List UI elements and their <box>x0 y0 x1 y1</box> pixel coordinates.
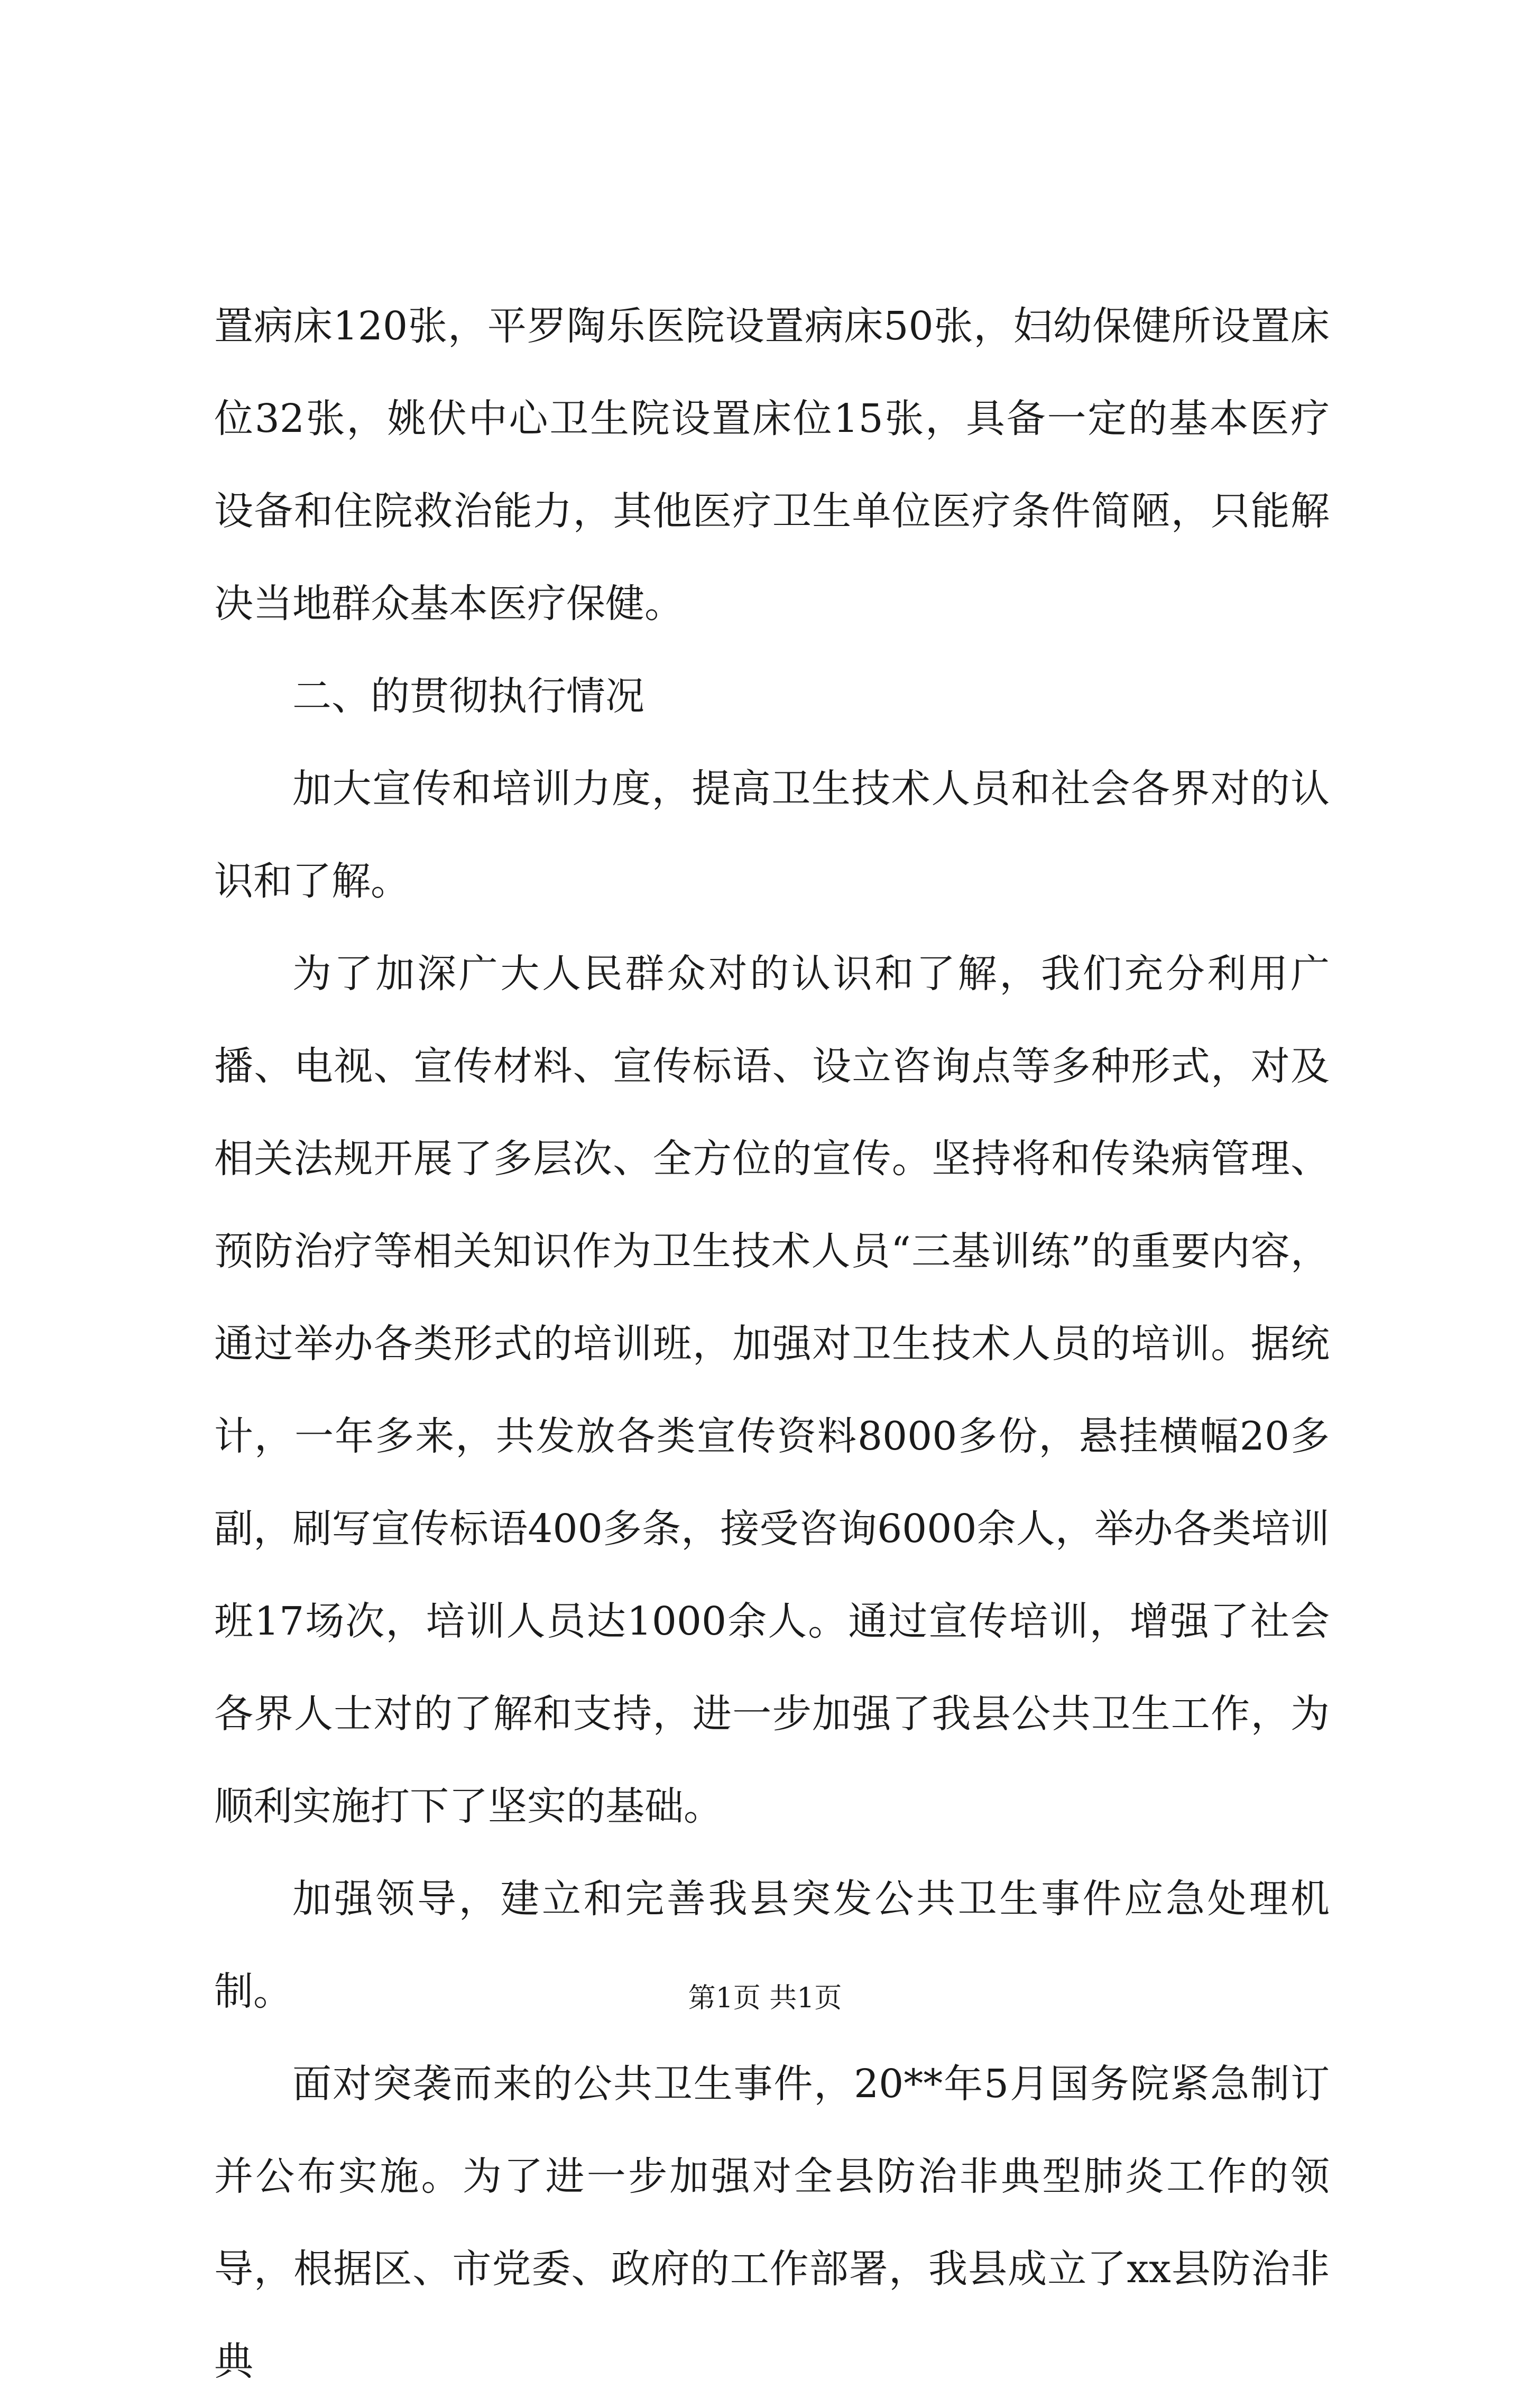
paragraph-3: 加大宣传和培训力度，提高卫生技术人员和社会各界对的认识和了解。 <box>214 766 1330 904</box>
paragraph-1: 置病床120张，平罗陶乐医院设置病床50张，妇幼保健所设置床位32张，姚伏中心卫生院设置床位15张，具备一定的基本医疗设备和住院救治能力，其他医疗卫生单位医疗条件简陋，只能解决当地群众基本医疗保健。 <box>214 303 1330 626</box>
page-footer: 第1页 共1页 <box>688 1982 842 2014</box>
document-body <box>214 280 1330 2408</box>
paragraph-5: 加强领导，建立和完善我县突发公共卫生事件应急处理机制。 <box>214 1876 1330 2014</box>
paragraph-6: 面对突袭而来的公共卫生事件，20**年5月国务院紧急制订并公布实施。为了进一步加强对全县防治非典型肺炎工作的领导，根据区、市党委、政府的工作部署，我县成立了xx县防治非典 <box>214 2061 1330 2384</box>
paragraph-4: 为了加深广大人民群众对的认识和了解，我们充分利用广播、电视、宣传材料、宣传标语、设立咨询点等多种形式，对及相关法规开展了多层次、全方位的宣传。坚持将和传染病管理、预防治疗等相关知识作为卫生技术人员“三基训练”的重要内容，通过举办各类形式的培训班，加强对卫生技术人员的培训。据统计，一年多来，共发放各类宣传资料8000多份，悬挂横幅20多副，刷写宣传标语400多条，接受咨询6000余人，举办各类培训班17场次，培训人员达1000余人。通过宣传培训，增强了社会各界人士对的了解和支持，进一步加强了我县公共卫生工作，为顺利实施打下了坚实的基础。 <box>214 951 1330 1829</box>
section-heading: 二、的贯彻执行情况 <box>292 673 644 719</box>
